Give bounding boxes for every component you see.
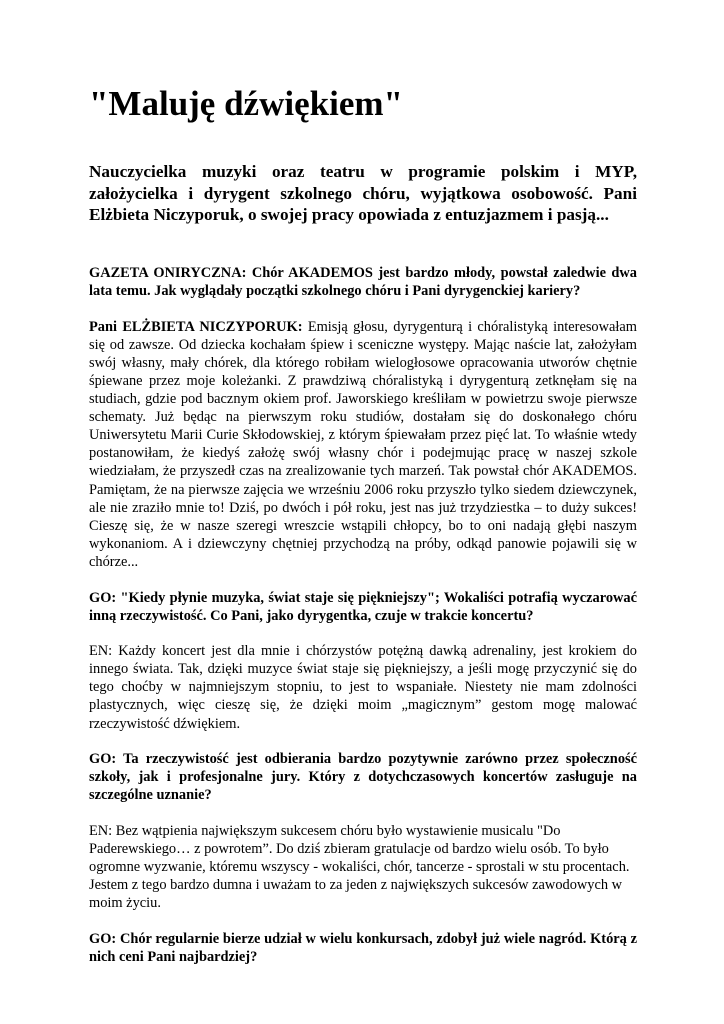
question-3: GO: Ta rzeczywistość jest odbierania bardzo pozytywnie zarówno przez społeczność szkoły, jak i profesjonalne jury. Który z dotychczasowych koncertów zasługuje na szczególne uznanie?: [89, 751, 637, 804]
answer-1: [89, 318, 637, 571]
article-lead: Nauczycielka muzyki oraz teatru w programie polskim i MYP, założycielka i dyrygent szkolnego chóru, wyjątkowa osobowość. Pani Elżbieta Niczyporuk, o swojej pracy opowiada z entuzjazmem i pasją...: [89, 162, 637, 224]
interview-body: [89, 264, 637, 984]
article-title: "Maluję dźwiękiem": [89, 84, 403, 123]
question-4: GO: Chór regularnie bierze udział w wielu konkursach, zdobył już wiele nagród. Którą z nich ceni Pani najbardziej?: [89, 930, 637, 965]
answer-3: EN: Bez wątpienia największym sukcesem chóru było wystawienie musicalu "Do Paderewskiego… z powrotem”. Do dziś zbieram gratulacje od bardzo wielu osób. To było ogromne wyzwanie, któremu wszyscy - wokaliści, chór, tancerze - sprostali w stu procentach. Jestem z tego bardzo dumna i uważam to za jeden z największych sukcesów zawodowych w moim życiu.: [89, 822, 630, 912]
answer-speaker: Pani ELŻBIETA NICZYPORUK:: [89, 318, 303, 335]
answer-text: Emisją głosu, dyrygenturą i chóralistyką interesowałam się od zawsze. Od dziecka kochałam śpiew i sceniczne występy. Mając naście lat, założyłam swój własny, mały chórek, dla którego robiłam wielogłosowe opracowania utworów chętnie śpiewane przez moje koleżanki. Z prawdziwą chóralistyką i dyrygenturą zetknęłam się na studiach, gdzie pod bacznym okiem prof. Jaworskiego kreśliłam w powietrzu swoje pierwsze schematy. Już będąc na pierwszym roku studiów, dostałam się do doskonałego chóru Uniwersytetu Marii Curie Skłodowskiej, z którym śpiewałam przez pięć lat. To właśnie wtedy postanowiłam, że kiedyś założę swój własny chór i podejmując pracę w naszej szkole wiedziałam, że przyszedł czas na zrealizowanie tych marzeń. Tak powstał chór AKADEMOS. Pamiętam, że na pierwsze zajęcia we wrześniu 2006 roku przyszło tylko siedem dziewczynek, ale nie zraziło mnie to! Dziś, po dwóch i pół roku, jest nas już trzydziestka – to duży sukces! Cieszę się, że w nasze szeregi wreszcie wstąpili chłopcy, bo to oni nadają głębi naszym wykonaniom. A i dziewczyny chętniej przychodzą na próby, odkąd panowie pojawili się w chórze...: [89, 318, 637, 570]
answer-2: EN: Każdy koncert jest dla mnie i chórzystów potężną dawką adrenaliny, jest krokiem do innego świata. Tak, dzięki muzyce świat staje się piękniejszy, a jeśli mogę przyczynić się do tego choćby w najmniejszym stopniu, to jest to wspaniałe. Niestety nie mam zdolności plastycznych, więc cieszę się, że dzięki moim „magicznym” gestom mogę malować rzeczywistość dźwiękiem.: [89, 643, 637, 732]
question-1: GAZETA ONIRYCZNA: Chór AKADEMOS jest bardzo młody, powstał zaledwie dwa lata temu. Jak wyglądały początki szkolnego chóru i Pani dyrygenckiej kariery?: [89, 265, 637, 300]
question-2: GO: "Kiedy płynie muzyka, świat staje się piękniejszy"; Wokaliści potrafią wyczarować inną rzeczywistość. Co Pani, jako dyrygentka, czuje w trakcie koncertu?: [89, 589, 637, 624]
